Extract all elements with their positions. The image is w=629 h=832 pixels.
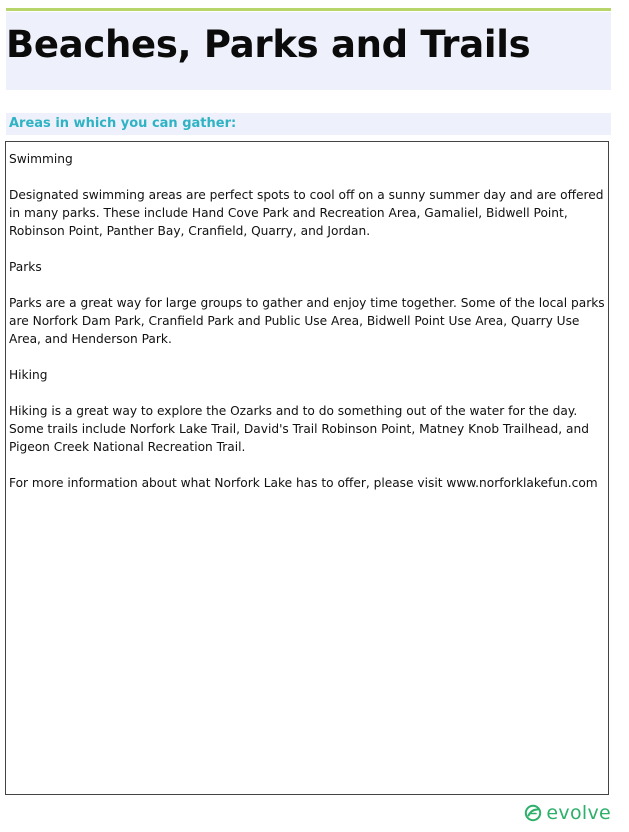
- logo-text: evolve: [546, 802, 611, 824]
- content-box: [5, 141, 609, 795]
- more-info-text: For more information about what Norfork Lake has to offer, please visit www.norforklakefun.com: [9, 476, 598, 490]
- page-title: Beaches, Parks and Trails: [6, 23, 531, 66]
- swimming-description: Designated swimming areas are perfect spots to cool off on a sunny summer day and are offered in many parks. These include Hand Cove Park and Recreation Area, Gamaliel, Bidwell Point, Robinson Point, Panther Bay, Cranfield, Quarry, and Jordan.: [9, 188, 604, 238]
- parks-description: Parks are a great way for large groups to gather and enjoy time together. Some of the local parks are Norfork Dam Park, Cranfield Park and Public Use Area, Bidwell Point Use Area, Quarry Use Area, and Henderson Park.: [9, 296, 605, 346]
- evolve-logo: [524, 802, 611, 824]
- parks-heading: Parks: [9, 260, 42, 274]
- hiking-description: Hiking is a great way to explore the Ozarks and to do something out of the water for the day. Some trails include Norfork Lake Trail, David's Trail Robinson Point, Matney Knob Trailhead, and Pigeon Creek National Recreation Trail.: [9, 404, 589, 454]
- hiking-heading: Hiking: [9, 368, 48, 382]
- section-heading: Areas in which you can gather:: [9, 116, 237, 131]
- swimming-heading: Swimming: [9, 152, 73, 166]
- evolve-leaf-icon: [524, 804, 542, 822]
- top-accent-rule: [6, 8, 611, 11]
